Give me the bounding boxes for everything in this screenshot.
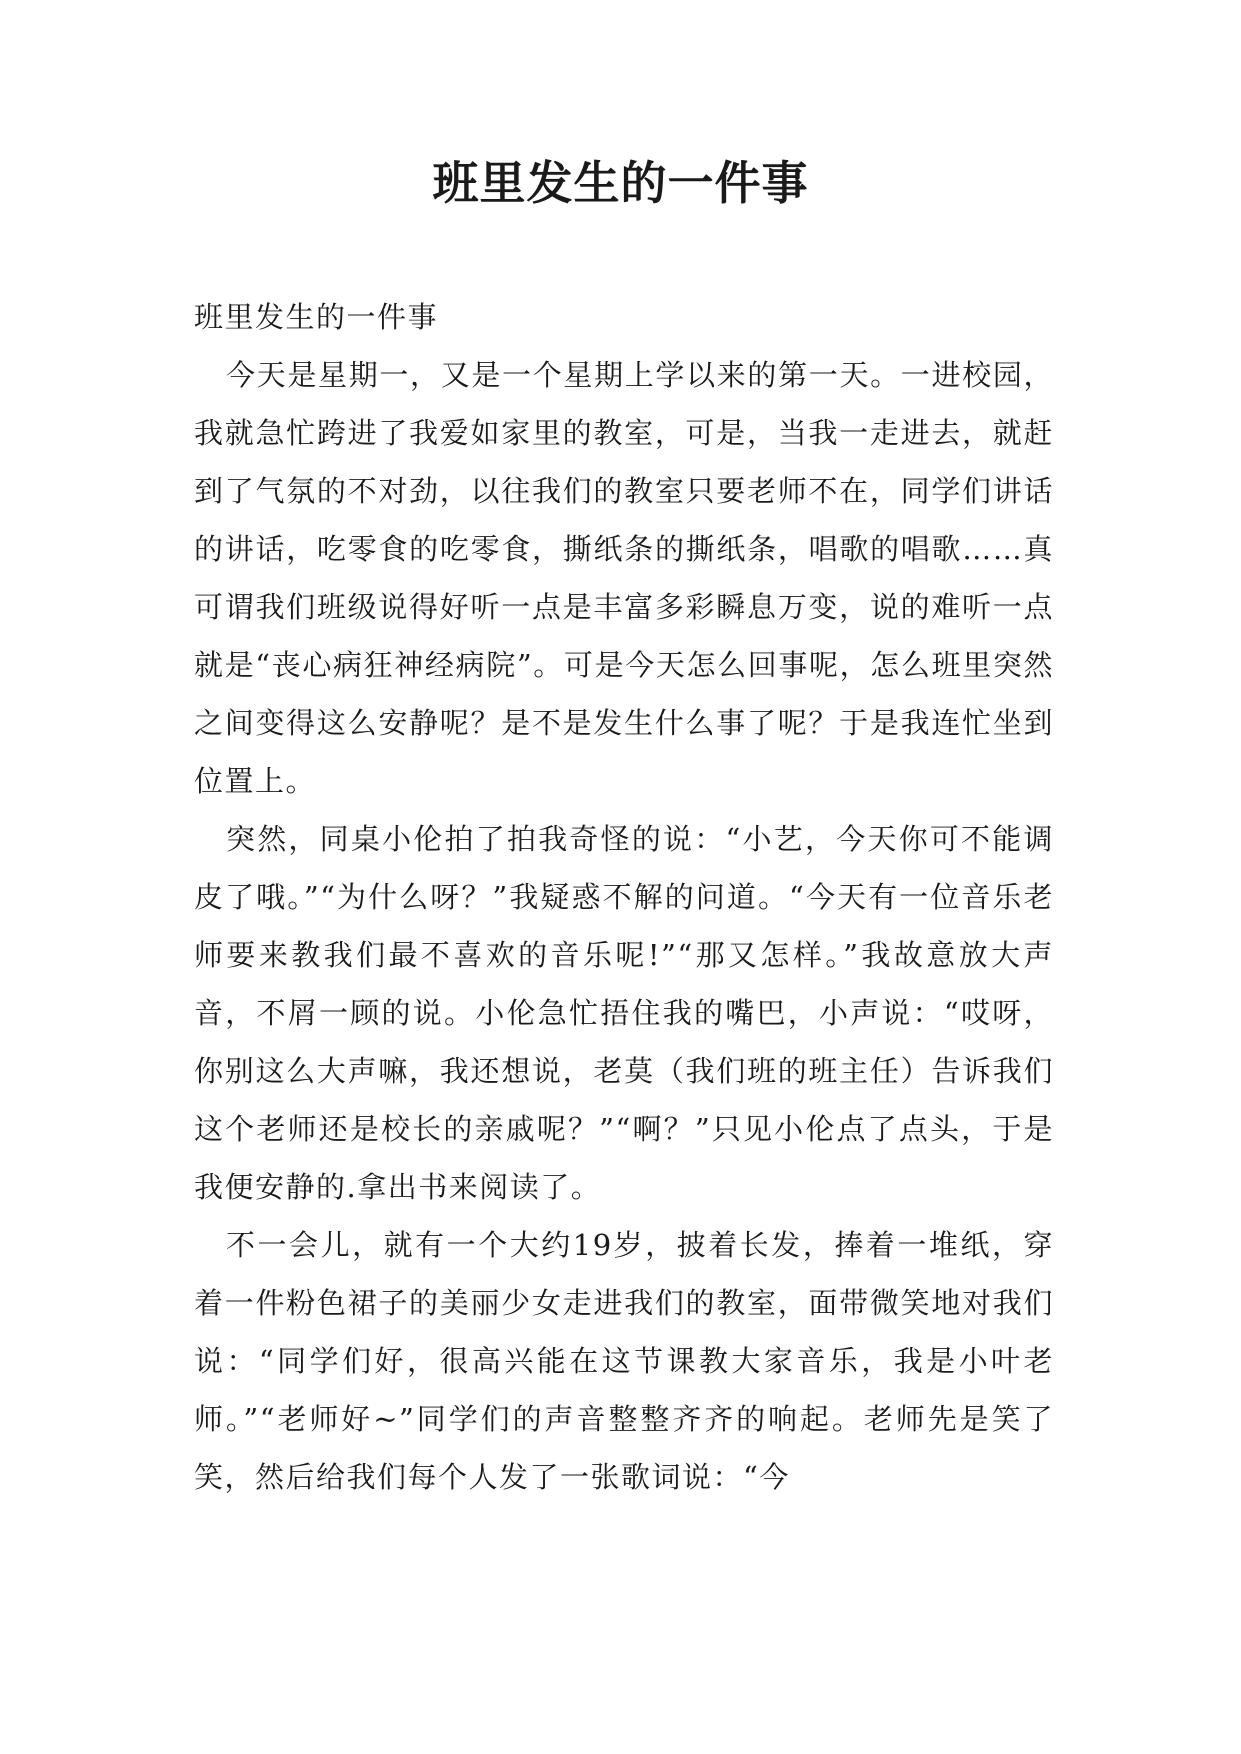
paragraph: 突然，同桌小伦拍了拍我奇怪的说：“小艺，今天你可不能调皮了哦。”“为什么呀？”我疑惑不解的问道。“今天有一位音乐老师要来教我们最不喜欢的音乐呢!”“那又怎样。”我故意放大声音，不屑一顾的说。小伦急忙捂住我的嘴巴，小声说：“哎呀，你别这么大声嘛，我还想说，老莫（我们班的班主任）告诉我们这个老师还是校长的亲戚呢？”“啊？”只见小伦点了点头，于是我便安静的.拿出书来阅读了。 <box>194 822 1054 1204</box>
document-title: 班里发生的一件事 <box>432 156 809 210</box>
document-subtitle: 班里发生的一件事 <box>194 300 439 334</box>
paragraph: 今天是星期一，又是一个星期上学以来的第一天。一进校园，我就急忙跨进了我爱如家里的教室，可是，当我一走进去，就赶到了气氛的不对劲，以往我们的教室只要老师不在，同学们讲话的讲话，吃零食的吃零食，撕纸条的撕纸条，唱歌的唱歌……真可谓我们班级说得好听一点是丰富多彩瞬息万变，说的难听一点就是“丧心病狂神经病院”。可是今天怎么回事呢，怎么班里突然之间变得这么安静呢？是不是发生什么事了呢？于是我连忙坐到位置上。 <box>194 358 1054 798</box>
paragraph: 不一会儿，就有一个大约19岁，披着长发，捧着一堆纸，穿着一件粉色裙子的美丽少女走进我们的教室，面带微笑地对我们说：“同学们好，很高兴能在这节课教大家音乐，我是小叶老师。”“老师好~”同学们的声音整整齐齐的响起。老师先是笑了笑，然后给我们每个人发了一张歌词说：“今 <box>194 1228 1054 1494</box>
document-body <box>194 288 1054 1506</box>
